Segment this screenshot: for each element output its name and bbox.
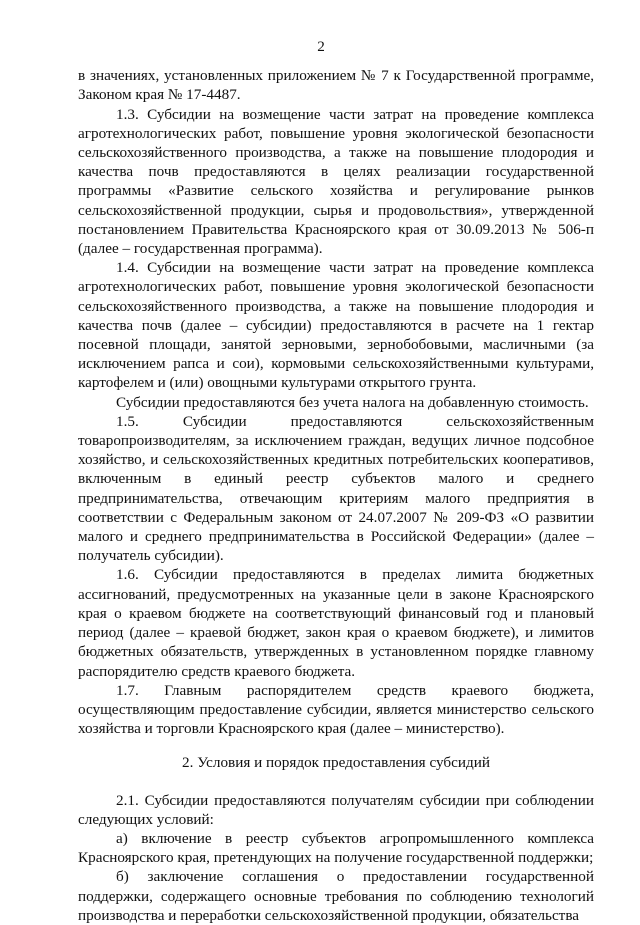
page-number: 2 bbox=[317, 38, 325, 55]
paragraph-continuation: в значениях, установленных приложением № 7 к Государственной программе, Законом края № 17-4487. bbox=[78, 67, 594, 104]
paragraph-1-4: 1.4. Субсидии на возмещение части затрат на проведение комплекса агротехнологических работ, повышение уровня экологической безопасности сельскохозяйственного производства, а также на повышение плодородия и качества почв (далее – субсидии) предоставляются в расчете на 1 гектар посевной площади, занятой зерновыми, зернобобовыми, масличными (за исключением рапса и сои), кормовыми сельскохозяйственными культурами, картофелем и (или) овощными культурами открытого грунта. bbox=[78, 259, 594, 392]
paragraph-1-6: 1.6. Субсидии предоставляются в пределах лимита бюджетных ассигнований, предусмотренных на указанные цели в законе Красноярского края о краевом бюджете на соответствующий финансовый год и плановый период (далее – краевой бюджет, закон края о краевом бюджете), и лимитов бюджетных обязательств, утвержденных в установленном порядке главному распорядителю средств краевого бюджета. bbox=[78, 566, 594, 680]
paragraph-1-5: 1.5. Субсидии предоставляются сельскохозяйственным товаропроизводителям, за исключением граждан, ведущих личное подсобное хозяйство, и сельскохозяйственных кредитных потребительских кооперативов, включенным в единый реестр субъектов малого и среднего предпринимательства, отвечающим критериям малого предприятия в соответствии с Федеральным законом от 24.07.2007 № 209-ФЗ «О развитии малого и среднего предпринимательства в Российской Федерации» (далее – получатель субсидии). bbox=[78, 412, 594, 565]
paragraph-2-1: 2.1. Субсидии предоставляются получателям субсидии при соблюдении следующих условий: bbox=[78, 791, 594, 828]
paragraph-1-3: 1.3. Субсидии на возмещение части затрат на проведение комплекса агротехнологических работ, повышение уровня экологической безопасности сельскохозяйственного производства, а также на повышение плодородия и качества почв предоставляются в целях реализации государственной программы «Развитие сельского хозяйства и регулирование рынков сельскохозяйственной продукции, сырья и продовольствия», утвержденной постановлением Правительства Красноярского края от 30.09.2013 № 506-п (далее – государственная программа). bbox=[78, 105, 594, 258]
paragraph-1-7: 1.7. Главным распорядителем средств краевого бюджета, осуществляющим предоставление субсидии, является министерство сельского хозяйства и торговли Красноярского края (далее – министерство). bbox=[78, 681, 594, 738]
section-heading: 2. Условия и порядок предоставления субсидий bbox=[182, 754, 490, 772]
list-item-b: б) заключение соглашения о предоставлении государственной поддержки, содержащего основные требования по соблюдению технологий производства и переработки сельскохозяйственной продукции, обязательства bbox=[78, 868, 594, 924]
list-item-a: а) включение в реестр субъектов агропромышленного комплекса Красноярского края, претендующих на получение государственной поддержки; bbox=[78, 829, 594, 867]
paragraph-vat-note: Субсидии предоставляются без учета налога на добавленную стоимость. bbox=[116, 393, 589, 411]
